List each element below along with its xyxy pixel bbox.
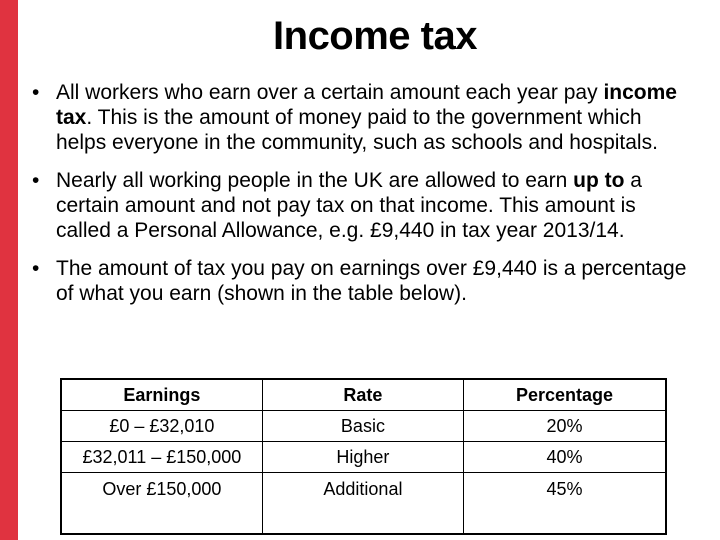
table-header-row xyxy=(61,379,666,411)
bullet-item xyxy=(28,256,688,306)
bullet-text: a certain amount and not pay tax on that income. This amount is called a Personal Allowance, e.g. £9,440 in tax year 2013/14. xyxy=(56,169,642,242)
slide-title: Income tax xyxy=(273,14,477,58)
cell-rate: Additional xyxy=(262,473,463,535)
bullet-icon: • xyxy=(32,257,40,280)
bullet-icon: • xyxy=(32,81,40,104)
bullet-icon: • xyxy=(32,169,40,192)
table-row xyxy=(61,442,666,473)
bullet-text: All workers who earn over a certain amount each year pay xyxy=(56,81,604,104)
cell-percentage: 45% xyxy=(464,473,666,535)
bullet-item xyxy=(28,80,688,155)
bullet-list xyxy=(28,80,688,319)
cell-earnings: £32,011 – £150,000 xyxy=(61,442,262,473)
cell-earnings: £0 – £32,010 xyxy=(61,411,262,442)
bullet-text: . This is the amount of money paid to the government which helps everyone in the community, such as schools and hospitals. xyxy=(56,106,658,154)
cell-rate: Higher xyxy=(262,442,463,473)
header-percentage: Percentage xyxy=(464,379,666,411)
table-row xyxy=(61,473,666,535)
bullet-emphasis: income tax xyxy=(56,81,677,129)
bullet-item xyxy=(28,168,688,243)
table-row xyxy=(61,411,666,442)
header-earnings: Earnings xyxy=(61,379,262,411)
bullet-text: The amount of tax you pay on earnings over £9,440 is a percentage of what you earn (shown in the table below). xyxy=(56,257,687,305)
bullet-emphasis: up to xyxy=(573,169,625,192)
tax-rate-table xyxy=(60,378,667,535)
cell-rate: Basic xyxy=(262,411,463,442)
accent-bar xyxy=(0,0,18,540)
bullet-text: Nearly all working people in the UK are allowed to earn xyxy=(56,169,574,192)
cell-percentage: 40% xyxy=(464,442,666,473)
cell-earnings: Over £150,000 xyxy=(61,473,262,535)
cell-percentage: 20% xyxy=(464,411,666,442)
header-rate: Rate xyxy=(262,379,463,411)
